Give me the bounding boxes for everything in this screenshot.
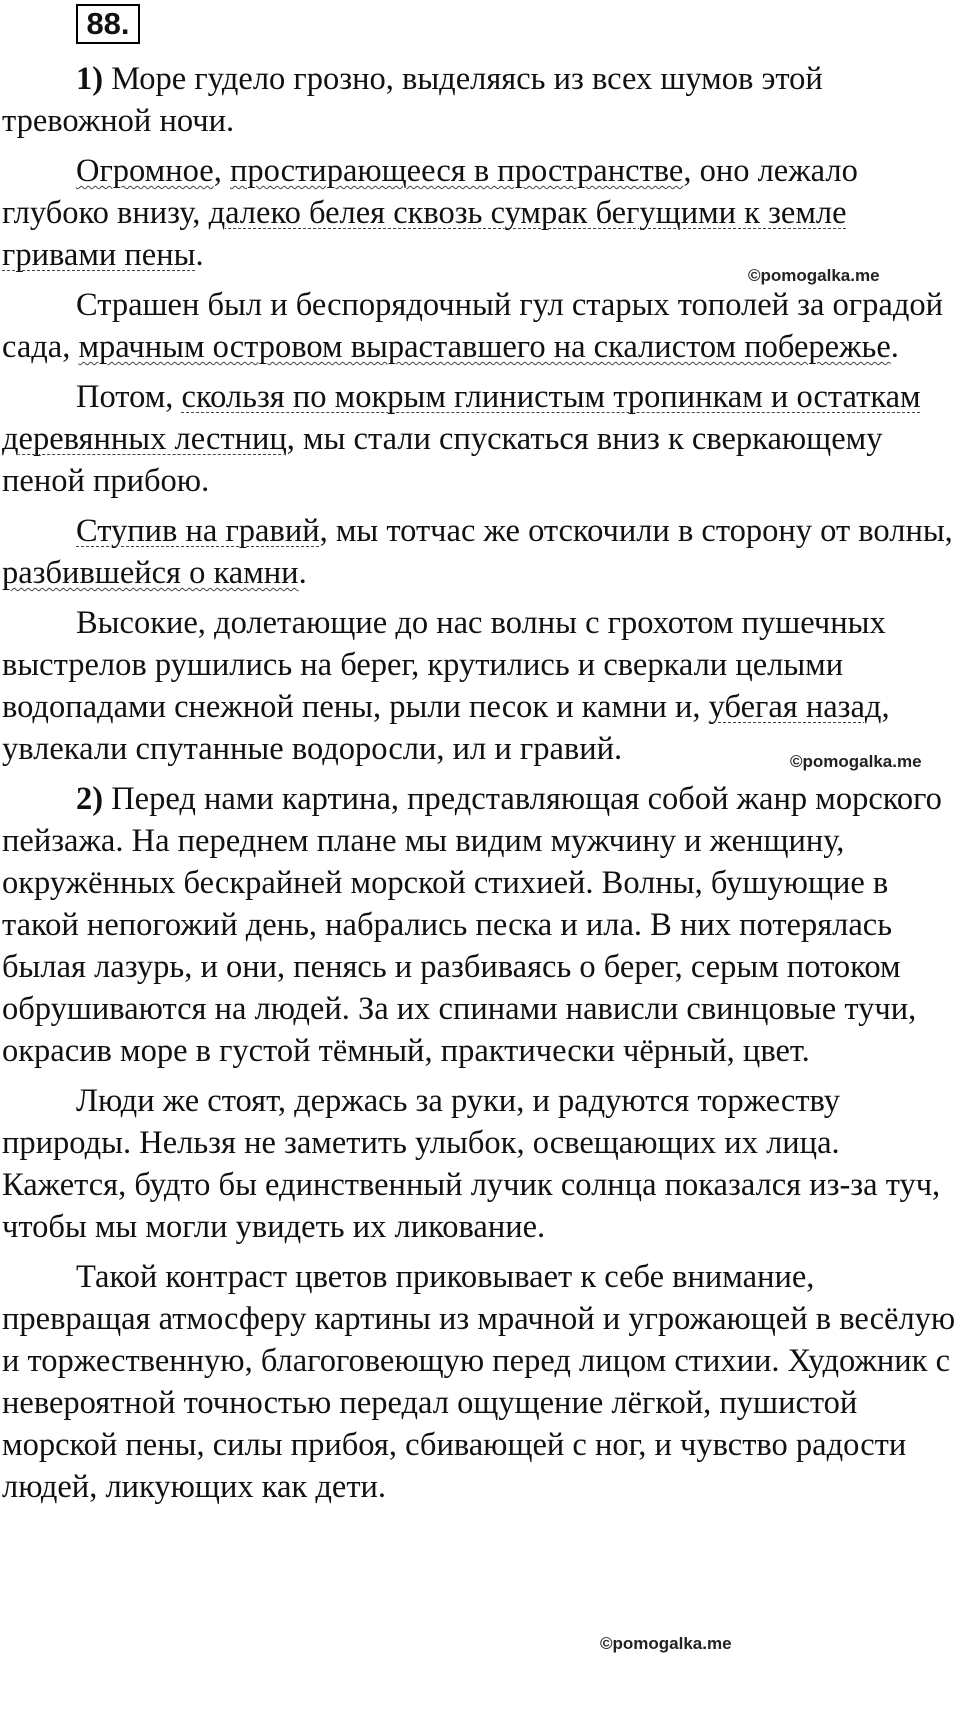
paragraph-7 [2,778,960,1072]
text-segment: . [195,237,204,273]
paragraph-9: Такой контраст цветов приковывает к себе внимание, превращая атмосферу картины из мрачной и угрожающей в весёлую и торжественную, благоговеющую перед лицом стихии. Художник с невероятной точностью передал ощущение лёгкой, пушистой морской пены, силы прибоя, сбивающей с ног, и чувство радости людей, ликующих как дети. [2,1259,956,1505]
text-segment: Высокие, долетающие до нас волны с грохотом пушечных выстрелов рушились на берег, крутились и сверкали целыми водопадами снежной пены, рыли песок и камни и, [2,605,886,725]
adverbial-participial-phrase: убегая назад [708,689,882,725]
paragraph-5 [2,510,960,594]
paragraph-2 [2,150,960,276]
text-segment: Потом, [76,379,182,415]
text-segment: Перед нами картина, представляющая собой жанр морского пейзажа. На переднем плане мы видим мужчину и женщину, окружённых бескрайней морской стихией. Волны, бушующие в такой непогожий день, набрались песка и ила. В них потерялась былая лазурь, и они, пенясь и разбиваясь о берег, серым потоком обрушиваются на людей. За их спинами нависли свинцовые тучи, окрасив море в густой тёмный, практически чёрный, цвет. [2,781,942,1069]
paragraph-1 [2,58,960,142]
watermark: ©pomogalka.me [790,752,922,771]
part-1-marker: 1) [76,61,104,97]
watermark: ©pomogalka.me [600,1634,732,1653]
text-segment: , увлекали спутанные водоросли, ил и гравий. [2,689,890,767]
paragraph-3 [2,284,960,368]
participle-adjective: Огромное [76,153,214,189]
adverbial-participial-phrase: скользя по мокрым глинистым тропинкам и остаткам деревянных лестниц [2,379,921,457]
participial-phrase: простирающееся в пространстве [229,153,684,189]
text-segment: , [213,153,230,189]
watermark: ©pomogalka.me [748,266,880,285]
participial-phrase: разбившейся о камни [2,555,299,591]
text-segment: Море гудело грозно, выделяясь из всех шумов этой тревожной ночи. [2,61,823,139]
text-segment: , мы тотчас же отскочили в сторону от волны, [319,513,953,549]
text-segment: Страшен был и беспорядочный гул старых тополей за оградой сада, [2,287,943,365]
adverbial-participial-phrase: Ступив на гравий [76,513,320,549]
paragraph-6 [2,602,960,770]
paragraph-8: Люди же стоят, держась за руки, и радуются торжеству природы. Нельзя не заметить улыбок, освещающих их лица. Кажется, будто бы единственный лучик солнца показался из-за туч, чтобы мы могли увидеть их ликование. [2,1083,941,1245]
part-2-marker: 2) [76,781,104,817]
text-segment: . [890,329,899,365]
text-segment: , оно лежало глубоко внизу, [2,153,858,231]
exercise-number: 88. [76,4,140,44]
participial-phrase: мрачным островом выраставшего на скалистом побережье [78,329,891,365]
paragraph-4 [2,376,960,502]
text-segment: . [298,555,307,591]
adverbial-participial-phrase: далеко белея сквозь сумрак бегущими к земле гривами пены [2,195,847,273]
text-segment: , мы стали спускаться вниз к сверкающему пеной прибою. [2,421,883,499]
